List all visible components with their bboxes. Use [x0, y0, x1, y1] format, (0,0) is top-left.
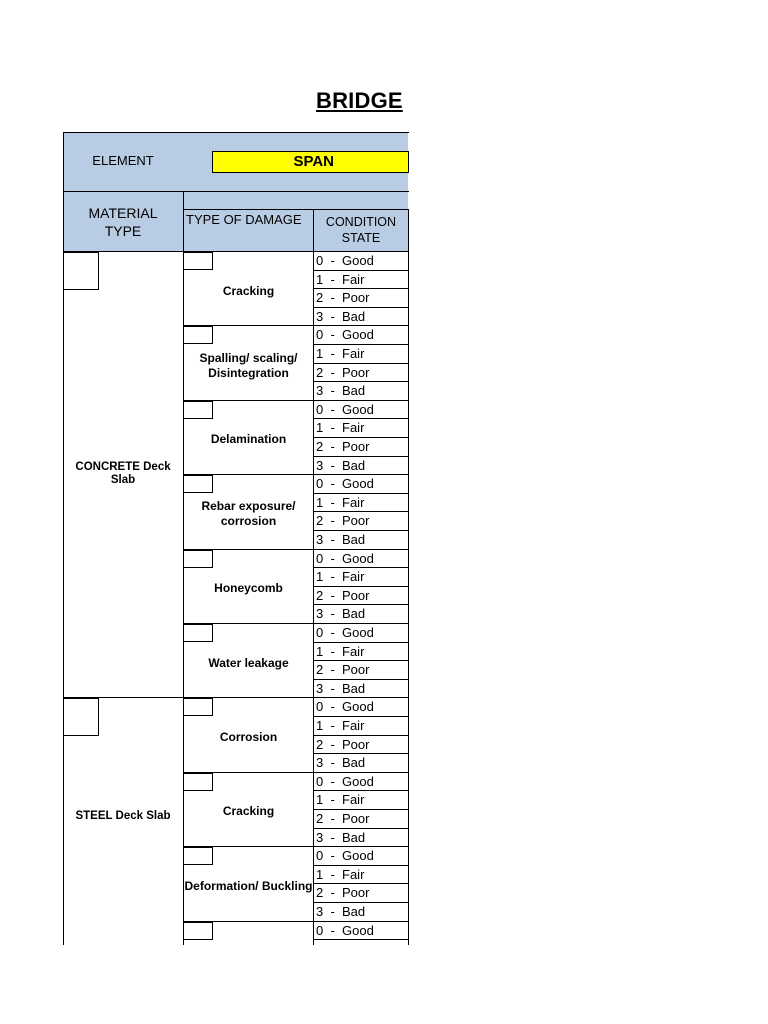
condition-state-option[interactable]: 1 - Fair [314, 419, 408, 438]
condition-state-option[interactable]: 1 - Fair [314, 494, 408, 513]
condition-state-option[interactable]: 2 - Poor [314, 512, 408, 531]
page-title: BRIDGE [316, 88, 403, 113]
condition-state-option[interactable]: 2 - Poor [314, 661, 408, 680]
condition-state-option[interactable]: 0 - Good [314, 401, 408, 420]
condition-state-option[interactable]: 2 - Poor [314, 364, 408, 383]
condition-state-option[interactable]: 3 - Bad [314, 308, 408, 327]
condition-state-option[interactable]: 1 - Fair [314, 717, 408, 736]
condition-state-option[interactable]: 2 - Poor [314, 587, 408, 606]
element-label: ELEMENT [92, 153, 154, 168]
condition-state-option[interactable]: 0 - Good [314, 624, 408, 643]
type-of-damage-label: TYPE OF DAMAGE [186, 212, 302, 227]
damage-header-band [183, 191, 408, 209]
condition-state-option[interactable]: 1 - Fair [314, 866, 408, 885]
condition-state-option[interactable]: 1 - Fair [314, 345, 408, 364]
condition-state-option[interactable]: 0 - Good [314, 847, 408, 866]
condition-state-option[interactable]: 3 - Bad [314, 531, 408, 550]
element-span-cell: SPAN [212, 151, 409, 173]
condition-state-option[interactable]: 3 - Bad [314, 605, 408, 624]
condition-state-option[interactable]: 1 - Fair [314, 643, 408, 662]
condition-state-option[interactable]: 2 - Poor [314, 884, 408, 903]
condition-state-option[interactable]: 0 - Good [314, 475, 408, 494]
condition-state-option[interactable]: 3 - Bad [314, 754, 408, 773]
damage-checkbox[interactable] [183, 922, 213, 940]
material-type-name: STEEL Deck Slab [75, 809, 171, 822]
damage-type-label: Cracking [222, 283, 275, 298]
condition-state-option[interactable]: 1 - Fair [314, 271, 408, 290]
damage-type-label: Rebar exposure/ corrosion [201, 499, 296, 529]
condition-state-option[interactable]: 1 - Fair [314, 791, 408, 810]
damage-type-label: Deformation/ Buckling [184, 878, 313, 893]
damage-type-label: Honeycomb [214, 581, 283, 596]
condition-state-option[interactable]: 1 - Fair [314, 568, 408, 587]
condition-state-option[interactable]: 3 - Bad [314, 382, 408, 401]
damage-type-label: Corrosion [219, 730, 278, 745]
condition-state-option[interactable]: 3 - Bad [314, 903, 408, 922]
condition-state-option[interactable]: 3 - Bad [314, 457, 408, 476]
condition-state-option[interactable]: 0 - Good [314, 550, 408, 569]
material-checkbox[interactable] [63, 698, 99, 736]
damage-type-label: Spalling/ scaling/ Disintegration [199, 350, 298, 380]
condition-state-option[interactable]: 0 - Good [314, 326, 408, 345]
condition-state-option[interactable]: 2 - Poor [314, 736, 408, 755]
material-checkbox[interactable] [63, 252, 99, 290]
condition-state-option[interactable]: 0 - Good [314, 922, 408, 941]
condition-state-option[interactable]: 2 - Poor [314, 289, 408, 308]
material-type-label: MATERIAL TYPE [88, 205, 158, 239]
condition-state-option[interactable]: 3 - Bad [314, 829, 408, 848]
condition-state-option[interactable]: 2 - Poor [314, 810, 408, 829]
damage-type-label: Water leakage [208, 655, 289, 670]
condition-state-option[interactable]: 0 - Good [314, 698, 408, 717]
condition-state-option[interactable]: 3 - Bad [314, 680, 408, 699]
condition-state-option[interactable]: 0 - Good [314, 773, 408, 792]
damage-type-label: Cracking [222, 804, 275, 819]
damage-type-label: Delamination [210, 432, 287, 447]
condition-state-option[interactable]: 0 - Good [314, 252, 408, 271]
condition-state-option[interactable]: 2 - Poor [314, 438, 408, 457]
condition-state-label: CONDITION STATE [325, 215, 397, 245]
material-type-name: CONCRETE Deck Slab [75, 461, 171, 487]
